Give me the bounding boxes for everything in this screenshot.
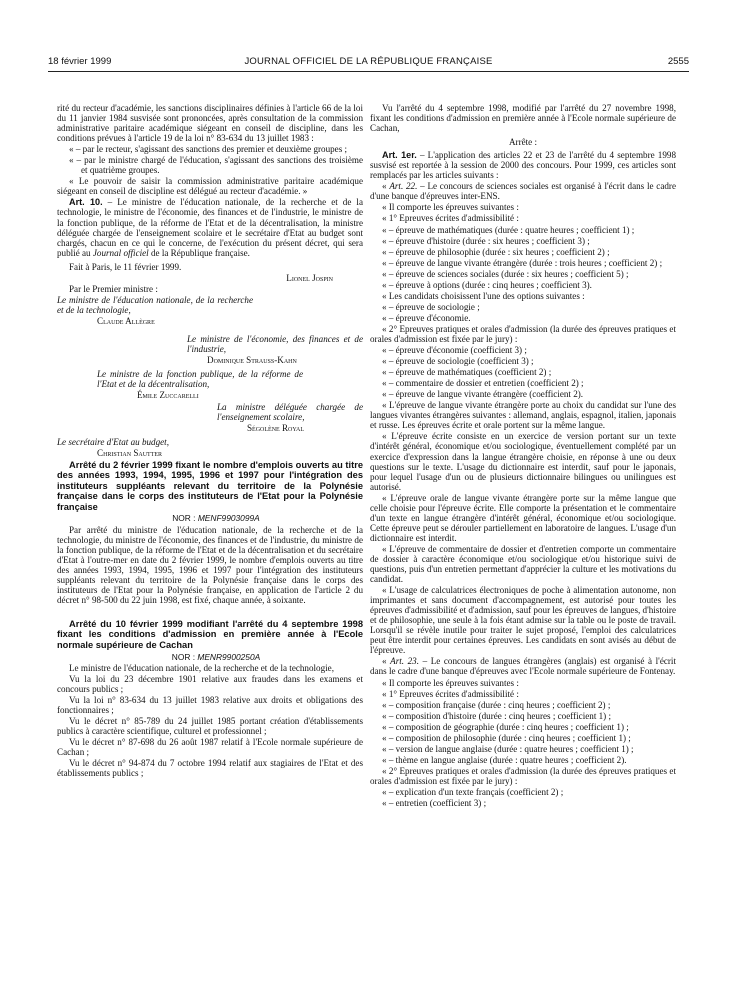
signing-place-date: Fait à Paris, le 11 février 1999. <box>69 261 182 272</box>
article-22 <box>370 181 676 201</box>
left-column <box>57 103 363 779</box>
list-item: « Il comporte les épreuves suivantes : <box>382 677 519 688</box>
article-label: Art. 22. <box>389 181 418 192</box>
list-item: « – commentaire de dossier et entretien (coefficient 2) ; <box>382 378 584 389</box>
journal-officiel-text: Journal officiel <box>92 247 149 258</box>
list-item: « – épreuve de langue vivante étrangère (durée : trois heures ; coefficient 2) ; <box>382 257 663 268</box>
article-text: – Le concours de langues étrangères (anglais) est organisé à l'écrit dans le cadre d'une banque d'épreuves avec l'Ecole normale supérieure de Fontenay. <box>370 656 676 677</box>
list-item: « – épreuve d'économie (coefficient 3) ; <box>382 345 527 356</box>
list-item: « – épreuve de philosophie (durée : six heures ; coefficient 2) ; <box>382 246 610 257</box>
list-item: « – épreuve de mathématiques (durée : quatre heures ; coefficient 1) ; <box>382 224 635 235</box>
nor-label: NOR : <box>171 651 198 662</box>
arrete-title: Arrêté du 10 février 1999 modifiant l'arrêté du 4 septembre 1998 fixant les conditions d'admission en première année à l'Ecole normale supérieure de Cachan <box>57 618 363 651</box>
signature-name: Claude Allègre <box>97 315 155 326</box>
list-item: « 1° Epreuves écrites d'admissibilité : <box>382 213 519 224</box>
signature-name: Émile Zuccarelli <box>137 390 199 401</box>
article-label: Art. 1er. <box>382 150 417 161</box>
arrete-title: Arrêté du 2 février 1999 fixant le nombre d'emplois ouverts au titre des années 1993, 1994, 1995, 1996 et 1997 pour l'intégration des instituteurs suppléants relevant du territoire de la Polynésie française dans le corps des instituteurs de l'Etat pour la Polynésie française <box>57 459 363 512</box>
arrete-label: Arrête : <box>508 137 538 148</box>
list-item: « – par le recteur, s'agissant des sanctions des premier et deuxième groupes ; <box>69 144 348 155</box>
article-label: Art. 10. <box>69 197 103 208</box>
paragraph: Vu l'arrêté du 4 septembre 1998, modifié par l'arrêté du 27 novembre 1998, fixant les conditions d'admission en première année à l'Ecole normale supérieure de Cachan, <box>370 103 676 134</box>
list-item: « – composition de philosophie (durée : cinq heures ; coefficient 1) ; <box>382 732 631 743</box>
minister-title: Le ministre de la fonction publique, de la réforme de l'Etat et de la décentralisation, <box>97 369 303 390</box>
signature-intro: Par le Premier ministre : <box>69 283 158 294</box>
right-column <box>370 103 676 809</box>
nor-code: MENF9903099A <box>197 513 260 524</box>
paragraph: Le ministre de l'éducation nationale, de la recherche et de la technologie, <box>69 662 334 673</box>
paragraph: rité du recteur d'académie, les sanctions disciplinaires définies à l'article 66 de la loi du 11 janvier 1984 susvisée sont prononcées, après consultation de la commission administrative paritaire académique siégeant en conseil de discipline, dans les conditions prévues à l'article 19 de la loi n° 83-634 du 13 juillet 1983 : <box>57 103 363 144</box>
list-item: « – par le ministre chargé de l'éducation, s'agissant des sanctions des troisième et quatrième groupes. <box>69 155 363 176</box>
nor-label: NOR : <box>172 513 198 524</box>
list-item: « 2° Epreuves pratiques et orales d'admission (la durée des épreuves pratiques et orales d'admission est fixée par le jury) : <box>370 323 676 344</box>
list-item: « – composition d'histoire (durée : cinq heures ; coefficient 1) ; <box>382 710 612 721</box>
header-page-number: 2555 <box>667 56 689 67</box>
list-item: « – épreuve d'histoire (durée : six heures ; coefficient 3) ; <box>382 235 590 246</box>
paragraph: « L'épreuve écrite consiste en un exercice de version portant sur un texte d'intérêt général, économique et/ou sociologique, éventuellement complété par un exercice d'expression dans la langue étrangère choisie, en réponse à une ou deux questions sur le texte. L'usage du dictionnaire est interdit, sauf pour le japonais, pour lequel l'usage d'un ou de plusieurs dictionnaire bilingues ou unilingues est autorisé. <box>370 431 676 492</box>
paragraph: Vu le décret n° 87-698 du 26 août 1987 relatif à l'Ecole normale supérieure de Cachan ; <box>57 737 363 758</box>
signature-prime-minister: Lionel Jospin <box>286 272 333 283</box>
list-item: « – composition de géographie (durée : cinq heures ; coefficient 1) ; <box>382 721 629 732</box>
paragraph: « Le pouvoir de saisir la commission administrative paritaire académique siégeant en conseil de discipline est délégué au recteur d'académie. » <box>57 176 363 197</box>
list-item: « – épreuve de sociologie ; <box>382 301 480 312</box>
minister-title: Le secrétaire d'Etat au budget, <box>57 437 169 448</box>
article-10 <box>57 197 363 257</box>
header-journal-title: JOURNAL OFFICIEL DE LA RÉPUBLIQUE FRANÇAISE <box>244 56 493 67</box>
list-item: « – version de langue anglaise (durée : quatre heures ; coefficient 1) ; <box>382 743 634 754</box>
article-1 <box>370 150 676 180</box>
paragraph: « L'usage de calculatrices électroniques de poche à alimentation autonome, non imprimantes et sans document d'accompagnement, est autorisé pour toutes les épreuves d'admissibilité et d'admission, sauf pour les épreuves de langues, d'histoire et de philosophie, une seule à la fois étant admise sur la table ou le poste de travail. Lorsqu'il se révèle inutile pour traiter le sujet proposé, l'emploi des calculatrices peut être interdit pour certaines épreuves. Les candidats en sont avisés au début de l'épreuve. <box>370 585 676 656</box>
article-text: – Le concours de sciences sociales est organisé à l'écrit dans le cadre d'une banque d'épreuves inter-ENS. <box>370 181 676 202</box>
list-item: « – composition française (durée : cinq heures ; coefficient 2) ; <box>382 699 611 710</box>
list-item: « 1° Epreuves écrites d'admissibilité : <box>382 688 519 699</box>
nor-code: MENR9900250A <box>197 651 261 662</box>
signature-name: Christian Sautter <box>97 448 163 459</box>
nor-reference <box>57 513 363 523</box>
nor-reference <box>57 652 363 662</box>
list-item: « – épreuve d'économie. <box>382 312 471 323</box>
paragraph: Vu la loi du 23 décembre 1901 relative aux fraudes dans les examens et concours publics ; <box>57 673 363 694</box>
list-item: « – épreuve de mathématiques (coefficient 2) ; <box>382 367 552 378</box>
list-item: « 2° Epreuves pratiques et orales d'admission (la durée des épreuves pratiques et orales d'admission est fixée par le jury) : <box>370 765 676 786</box>
header-rule <box>48 71 689 72</box>
article-text-end: de la République française. <box>148 247 250 258</box>
article-text: – Le ministre de l'éducation nationale, de la recherche et de la technologie, le ministre de l'économie, des finances et de l'industrie, le ministre de la fonction publique, de la réforme de l'Etat et de la décentralisation, la ministre déléguée chargée de l'enseignement scolaire et le secrétaire d'Etat au budget sont chargés, chacun en ce qui le concerne, de l'exécution du présent décret, qui sera publié au <box>57 197 363 258</box>
paragraph: Vu le décret n° 94-874 du 7 octobre 1994 relatif aux stagiaires de l'Etat et des établissements publics ; <box>57 758 363 779</box>
signature-name: Dominique Strauss-Kahn <box>207 355 297 366</box>
minister-title: La ministre déléguée chargée de l'enseignement scolaire, <box>217 402 363 423</box>
list-item: « – épreuve de langue vivante étrangère (coefficient 2). <box>382 389 584 400</box>
list-item: « – épreuve de sciences sociales (durée : six heures ; coefficient 5) ; <box>382 268 629 279</box>
list-item: « – épreuve de sociologie (coefficient 3) ; <box>382 356 534 367</box>
quote-mark: « <box>382 181 390 192</box>
list-item: « – entretien (coefficient 3) ; <box>382 798 487 809</box>
signature-name: Ségolène Royal <box>247 423 305 434</box>
list-item: « – épreuve à options (durée : cinq heures ; coefficient 3). <box>382 279 592 290</box>
list-item: « – explication d'un texte français (coefficient 2) ; <box>382 787 564 797</box>
article-label: Art. 23. <box>390 656 419 667</box>
paragraph: Par arrêté du ministre de l'éducation nationale, de la recherche et de la technologie, du ministre de l'économie, des finances et de l'industrie, du ministre de la fonction publique, de la réforme de l'Etat et de la décentralisation et du secrétaire d'Etat à l'outre-mer en date du 2 février 1999, le nombre d'emplois ouverts au titre des années 1993, 1994, 1995, 1996 et 1997 pour l'intégration des instituteurs suppléants relevant du territoire de la Polynésie française dans le corps des instituteurs de l'Etat pour la Polynésie française, en application de l'article 2 du décret n° 98-500 du 22 juin 1998, est fixé, chaque année, à soixante. <box>57 524 363 605</box>
list-item: « – thème en langue anglaise (durée : quatre heures ; coefficient 2). <box>382 754 627 765</box>
paragraph: Vu le décret n° 85-789 du 24 juillet 1985 portant création d'établissements publics à caractère scientifique, culturel et professionnel ; <box>57 715 363 736</box>
article-23: « Art. 23. – Le concours de langues étrangères (anglais) est organisé à l'écrit dans le cadre d'une banque d'épreuves avec l'Ecole normale supérieure de Fontenay. <box>370 656 676 677</box>
list-item: « Les candidats choisissent l'une des options suivantes : <box>382 290 585 301</box>
minister-title: Le ministre de l'éducation nationale, de la recherche et de la technologie, <box>57 294 253 315</box>
paragraph: « L'épreuve de commentaire de dossier et d'entretien comporte un commentaire de dossier à caractère économique et/ou sociologique et/ou historique suivi de questions, puis d'un entretien permettant d'apprécier la culture et les motivations du candidat. <box>370 543 676 585</box>
paragraph: « L'épreuve orale de langue vivante étrangère porte sur la même langue que celle choisie pour l'épreuve écrite. Elle comporte la présentation et le commentaire d'un texte en langue étrangère d'intérêt général, économique et/ou sociologique. Cette épreuve peut se dérouler partiellement en laboratoire de langues. L'usage d'un dictionnaire est interdit. <box>370 492 676 543</box>
minister-title: Le ministre de l'économie, des finances et de l'industrie, <box>187 333 363 355</box>
paragraph: « L'épreuve de langue vivante étrangère porte au choix du candidat sur l'une des langues vivantes étrangères suivantes : allemand, anglais, espagnol, italien, japonais et russe. Les épreuves écrite et orale portent sur la même langue. <box>370 400 676 431</box>
page-header <box>48 56 689 70</box>
list-item: « Il comporte les épreuves suivantes : <box>382 202 519 213</box>
header-date: 18 février 1999 <box>48 56 112 67</box>
paragraph: Vu la loi n° 83-634 du 13 juillet 1983 relative aux droits et obligations des fonctionnaires ; <box>57 694 363 715</box>
article-text: – L'application des articles 22 et 23 de l'arrêté du 4 septembre 1998 susvisé est reportée à la session de 2000 des concours. Pour 1999, ces articles sont remplacés par les articles suivants : <box>370 150 676 181</box>
